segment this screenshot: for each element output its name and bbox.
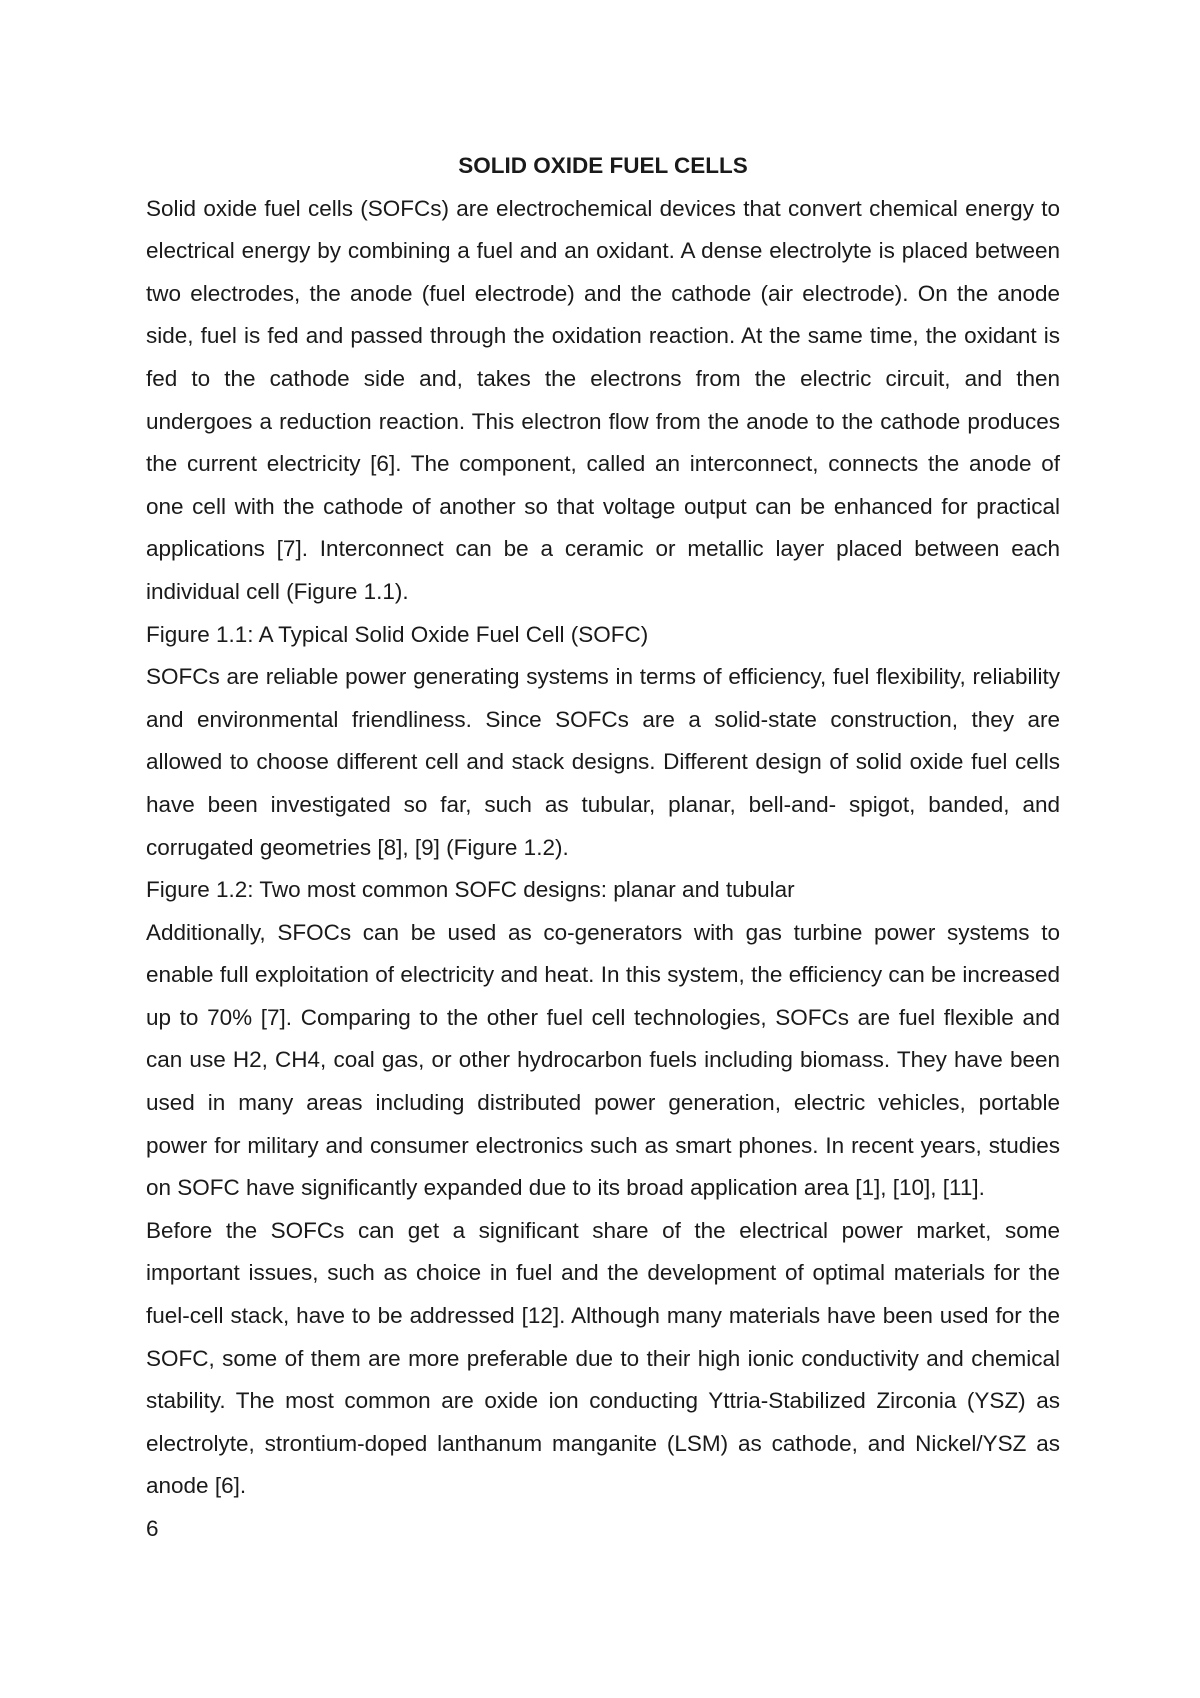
paragraph-applications: Additionally, SFOCs can be used as co-generators with gas turbine power systems to enable full exploitation of electricity and heat. In this system, the efficiency can be increased up to 70% [7]. Comparing to the other fuel cell technologies, SOFCs are fuel flexible and can use H2, CH4, coal gas, or other hydrocarbon fuels including biomass. They have been used in many areas including distributed power generation, electric vehicles, portable power for military and consumer electronics such as smart phones. In recent years, studies on SOFC have significantly expanded due to its broad application area [1], [10], [11]. — [146, 919, 1060, 1201]
paragraph-materials: Before the SOFCs can get a significant share of the electrical power market, some important issues, such as choice in fuel and the development of optimal materials for the fuel-cell stack, have to be addressed [12]. Although many materials have been used for the SOFC, some of them are more preferable due to their high ionic conductivity and chemical stability. The most common are oxide ion conducting Yttria-Stabilized Zirconia (YSZ) as electrolyte, strontium-doped lanthanum manganite (LSM) as cathode, and Nickel/YSZ as anode [6]. — [146, 1217, 1060, 1499]
page-number: 6 — [146, 1516, 159, 1541]
figure-2-caption: Figure 1.2: Two most common SOFC designs: planar and tubular — [146, 877, 795, 903]
paragraph-intro: Solid oxide fuel cells (SOFCs) are electrochemical devices that convert chemical energy to electrical energy by combining a fuel and an oxidant. A dense electrolyte is placed between two electrodes, the anode (fuel electrode) and the cathode (air electrode). On the anode side, fuel is fed and passed through the oxidation reaction. At the same time, the oxidant is fed to the cathode side and, takes the electrons from the electric circuit, and then undergoes a reduction reaction. This electron flow from the anode to the cathode produces the current electricity [6]. The component, called an interconnect, connects the anode of one cell with the cathode of another so that voltage output can be enhanced for practical applications [7]. Interconnect can be a ceramic or metallic layer placed between each individual cell (Figure 1.1). — [146, 195, 1060, 604]
page-content — [146, 145, 1060, 1551]
paragraph-designs: SOFCs are reliable power generating systems in terms of efficiency, fuel flexibility, reliability and environmental friendliness. Since SOFCs are a solid-state construction, they are allowed to choose different cell and stack designs. Different design of solid oxide fuel cells have been investigated so far, such as tubular, planar, bell-and- spigot, banded, and corrugated geometries [8], [9] (Figure 1.2). — [146, 664, 1060, 860]
page-title: SOLID OXIDE FUEL CELLS — [458, 153, 748, 178]
figure-1-caption: Figure 1.1: A Typical Solid Oxide Fuel Cell (SOFC) — [146, 621, 649, 647]
